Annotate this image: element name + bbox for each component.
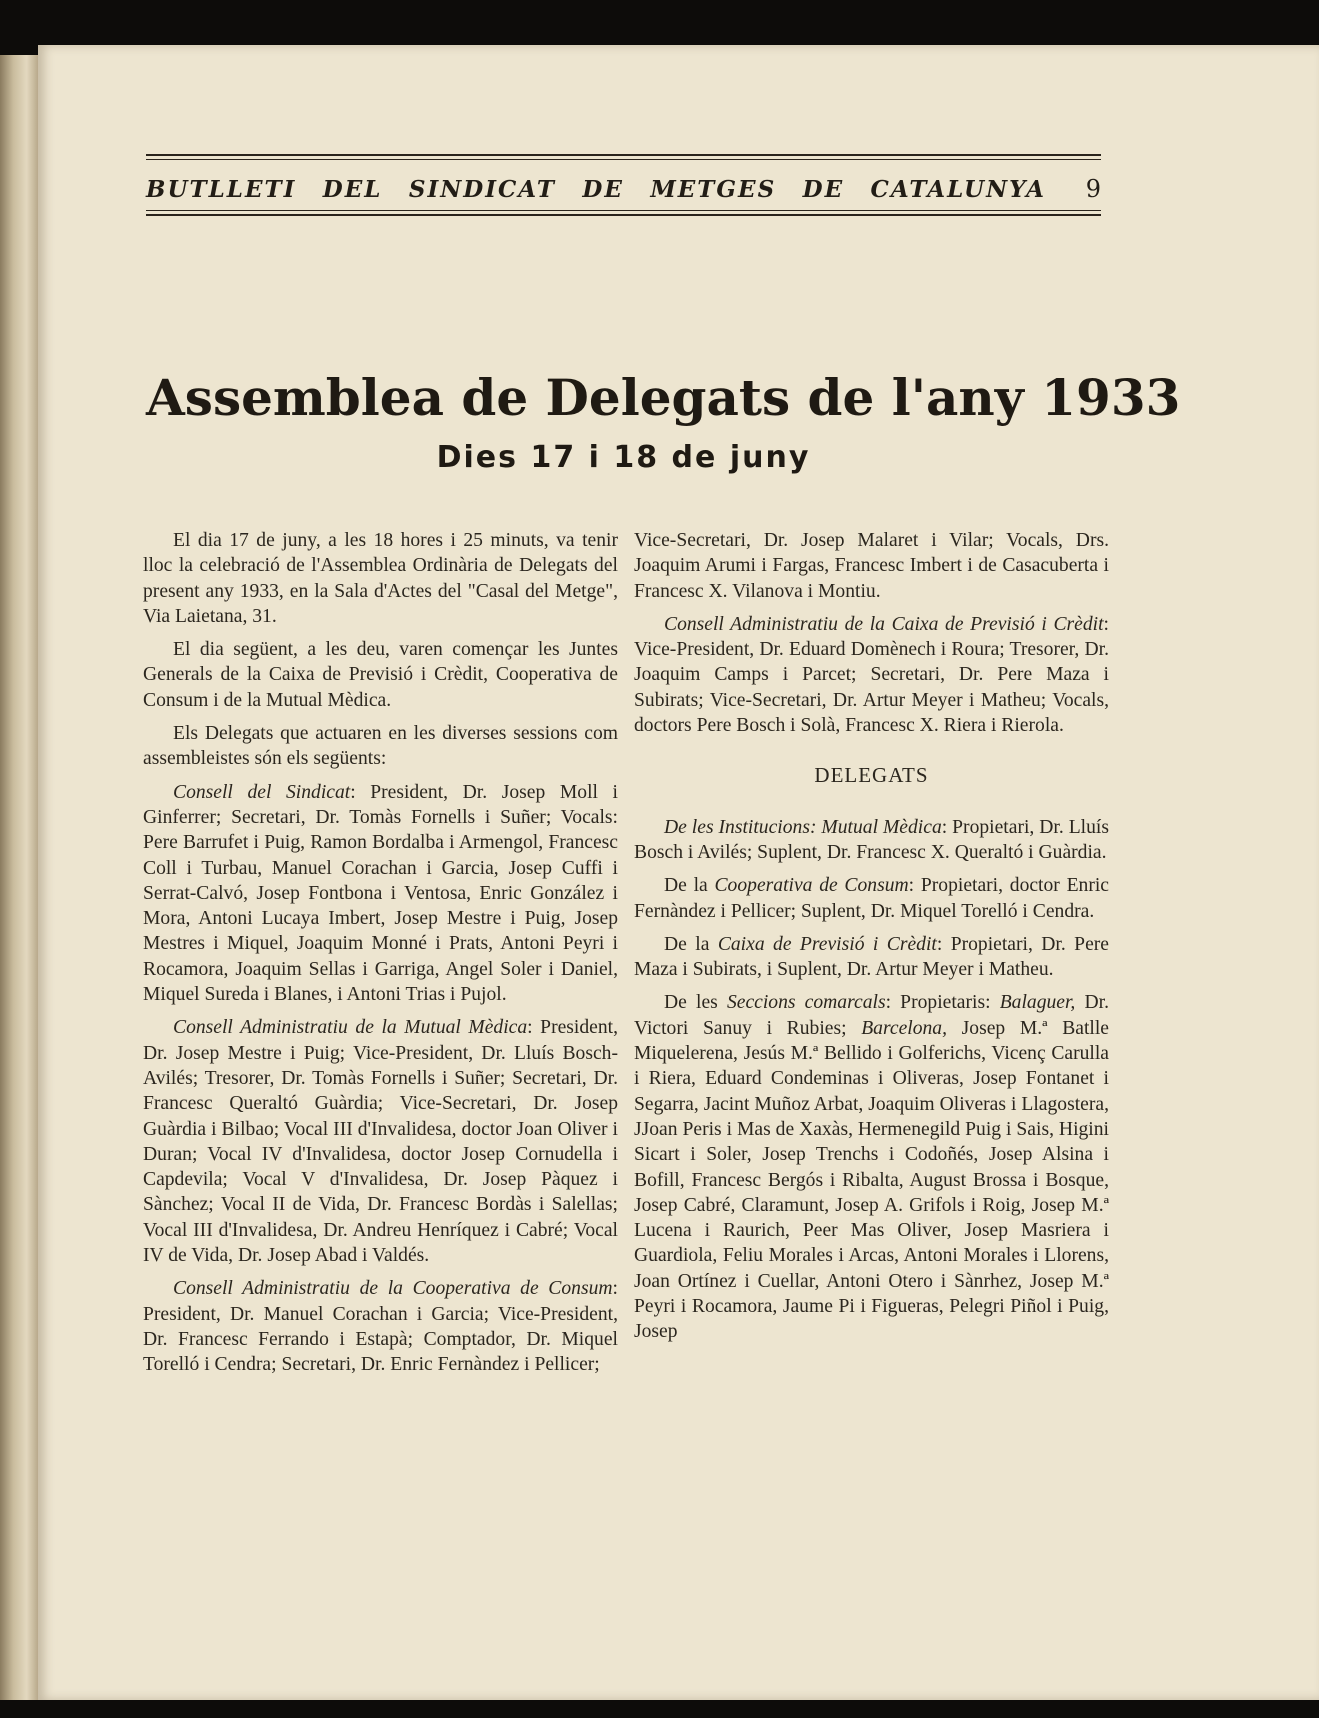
place-name: Barcelona,	[861, 1017, 947, 1039]
paragraph: El dia següent, a les deu, varen començar les Juntes Generals de la Caixa de Previsió i Crèdit, Cooperativa de Consum i de la Mutual Mèdica.	[143, 639, 618, 711]
paragraph-text: Josep M.ª Batlle Miquelerena, Jesús M.ª Bellido i Golferichs, Vicenç Carulla i Riera, Eduard Condeminas i Oliveras, Josep Fontanet i Segarra, Jacint Muñoz Arbat, Joaquim Oliveras i Llagostera, JJoan Peris i Mas de Xaxàs, Hermenegild Puig i Sais, Higini Sicart i Soler, Josep Trenchs i Codoñés, Josep Alsina i Bofill, Francesc Bergós i Ribalta, August Brossa i Bosque, Josep Cabré, Claramunt, Josep A. Grifols i Roig, Josep M.ª Lucena i Raurich, Peer Mas Oliver, Josep Masriera i Guardiola, Feliu Morales i Arcas, Antoni Morales i Llorens, Joan Ortínez i Cuellar, Antoni Otero i Sànrhez, Josep M.ª Peyri i Rocamora, Jaume Pi i Figueras, Pelegri Piñol i Puig, Josep	[634, 1017, 1109, 1343]
section-label: Consell Administratiu de la Cooperativa de Consum	[173, 1278, 613, 1300]
section-label: Consell Administratiu de la Caixa de Previsió i Crèdit	[664, 613, 1104, 635]
header-word: DE	[802, 175, 845, 203]
section-label: Consell Administratiu de la Mutual Mèdica	[173, 1017, 528, 1039]
paragraph-text: De les	[664, 992, 727, 1014]
paragraph-text: : Vice-President, Dr. Eduard Domènech i Roura; Tresorer, Dr. Joaquim Camps i Parcet; Secretari, Dr. Pere Maza i Subirats; Vice-Secretari, Dr. Artur Meyer i Matheu; Vocals, doctors Pere Bosch i Solà, Francesc X. Riera i Rierola.	[634, 613, 1109, 737]
paragraph	[634, 612, 1109, 738]
section-heading: DELEGATS	[814, 763, 929, 788]
section-label: Consell del Sindicat	[173, 781, 351, 803]
paragraph: Els Delegats que actuaren en les diverses sessions com assembleistes són els següents:	[143, 723, 618, 770]
paragraph: Vice-Secretari, Dr. Josep Malaret i Vilar; Vocals, Drs. Joaquim Arumi i Fargas, Francesc Imbert i de Casacuberta i Francesc X. Vilanova i Montiu.	[634, 530, 1109, 602]
paragraph	[143, 1015, 618, 1268]
header-word: DEL	[322, 175, 383, 203]
paragraph-text: Dr. Victori Sanuy i Rubies;	[634, 992, 1109, 1039]
paragraph	[634, 990, 1109, 1344]
paragraph-text: : Propietari, Dr. Lluís Bosch i Avilés; Suplent, Dr. Francesc X. Queraltó i Guàrdia.	[634, 816, 1109, 863]
paragraph	[634, 873, 1109, 924]
header-rule-top-1	[146, 154, 1101, 156]
running-header	[146, 173, 1101, 205]
header-word: BUTLLETI	[146, 175, 297, 203]
section-label: Caixa de Previsió i Crèdit	[717, 933, 937, 955]
paragraph-text: : Propietari, Dr. Pere Maza i Subirats, i Suplent, Dr. Artur Meyer i Matheu.	[634, 933, 1109, 981]
header-rule-bottom-2	[146, 214, 1101, 216]
header-word: DE	[582, 175, 624, 203]
section-label: Cooperativa de Consum	[714, 875, 909, 897]
journal-name	[146, 176, 1046, 203]
paragraph	[634, 815, 1109, 866]
article-subtitle: Dies 17 i 18 de juny	[436, 440, 811, 475]
paragraph-text: : President, Dr. Josep Mestre i Puig; Vice-President, Dr. Lluís Bosch-Avilés; Tresorer, Dr. Tomàs Fornells i Suñer; Secretari, Dr. Francesc Queraltó Guàrdia; Vice-Secretari, Dr. Josep Guàrdia i Bilbao; Vocal III d'Invalidesa, doctor Joan Oliver i Duran; Vocal IV d'Invalidesa, doctor Josep Cornudella i Capdevila; Vocal V d'Invalidesa, Dr. Josep Pàquez i Sànchez; Vocal II de Vida, Dr. Francesc Bordàs i Salellas; Vocal III d'Invalidesa, Dr. Andreu Henríquez i Cabré; Vocal IV de Vida, Dr. Josep Abad i Valdés.	[143, 1017, 618, 1267]
paragraph: El dia 17 de juny, a les 18 hores i 25 minuts, va tenir lloc la celebració de l'Assemblea Ordinària de Delegats del present any 1933, en la Sala d'Actes del "Casal del Metge", Via Laietana, 31.	[143, 530, 618, 627]
paragraph-text: De la	[664, 875, 715, 897]
paragraph-text: : Propietari, doctor Enric Fernàndez i Pellicer; Suplent, Dr. Miquel Torelló i Cendra.	[634, 875, 1109, 922]
header-rule-top-2	[146, 159, 1101, 160]
section-label: De les Institucions: Mutual Mèdica	[664, 816, 942, 838]
paragraph-text: De la	[664, 933, 718, 955]
header-rule-bottom-1	[146, 210, 1101, 211]
left-column	[143, 528, 618, 1386]
paragraph	[143, 780, 618, 1008]
paragraph-text: : Propietaris:	[885, 992, 1000, 1014]
header-word: CATALUNYA	[870, 175, 1046, 203]
place-name: Balaguer,	[999, 992, 1076, 1014]
header-word: SINDICAT	[408, 175, 556, 203]
paragraph-text: : President, Dr. Manuel Corachan i Garcia; Vice-President, Dr. Francesc Ferrando i Estapà; Comptador, Dr. Miquel Torelló i Cendra; Secretari, Dr. Enric Fernàndez i Pellicer;	[143, 1278, 618, 1376]
article-title: Assemblea de Delegats de l'any 1933	[146, 368, 1181, 427]
paragraph-text: : President, Dr. Josep Moll i Ginferrer; Secretari, Dr. Tomàs Fornells i Suñer; Vocals: Pere Barrufet i Puig, Ramon Bordalba i Armengol, Francesc Coll i Turbau, Manuel Corachan i Garcia, Josep Cuffi i Serrat-Calvó, Josep Fontbona i Ventosa, Enric González i Mora, Antoni Lucaya Imbert, Josep Mestre i Puig, Josep Mestres i Miquel, Joaquim Monné i Prats, Antoni Peyri i Rocamora, Joaquim Sellas i Garriga, Angel Soler i Daniel, Miquel Sureda i Blanes, i Antoni Trias i Pujol.	[143, 781, 618, 1006]
section-label: Seccions comarcals	[726, 992, 886, 1014]
page-number: 9	[1085, 175, 1101, 203]
book-spine	[0, 55, 38, 1718]
right-column	[634, 528, 1109, 1353]
page-bottom-shadow	[0, 1700, 1319, 1718]
paragraph	[143, 1276, 618, 1377]
paragraph	[634, 932, 1109, 983]
header-word: METGES	[650, 175, 777, 203]
